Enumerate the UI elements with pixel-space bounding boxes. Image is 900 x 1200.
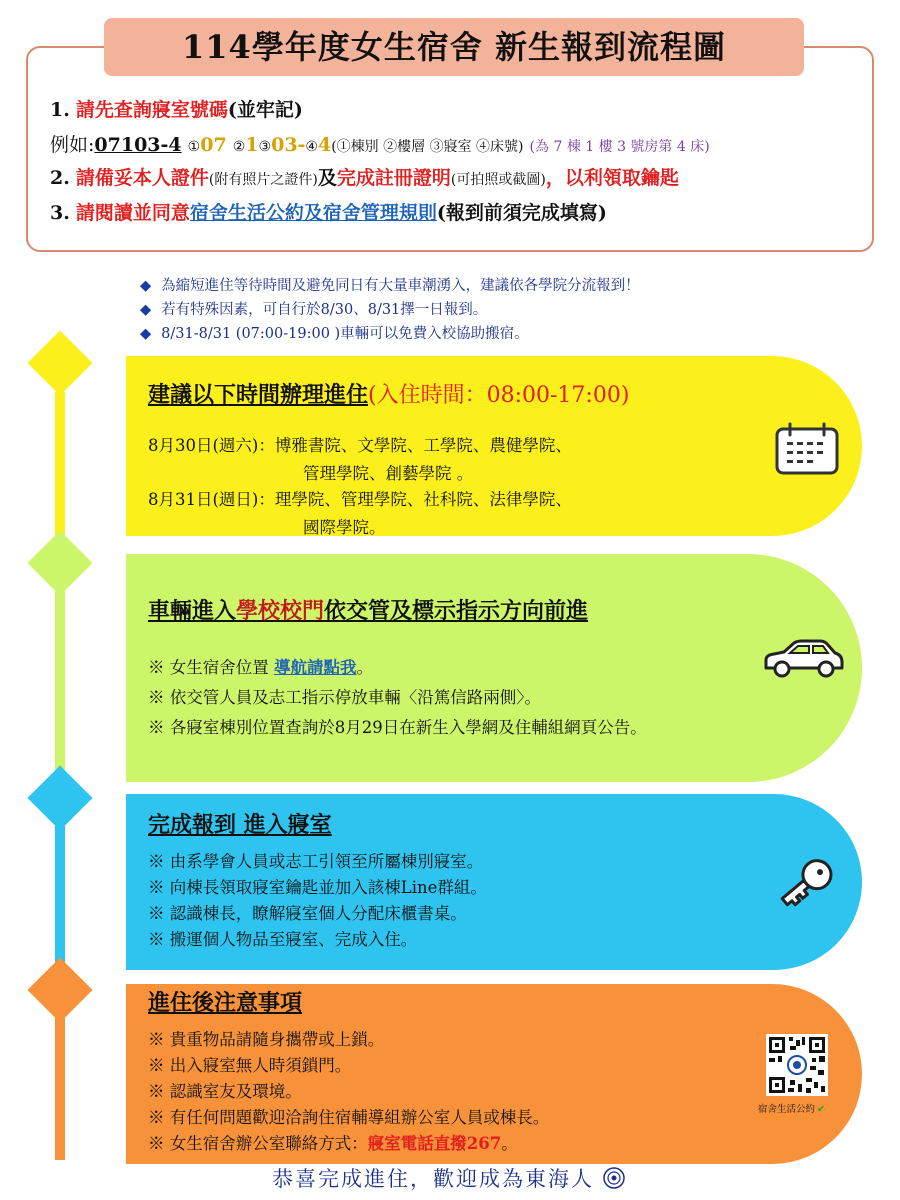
notice-line: ※ 有任何問題歡迎洽詢住宿輔導組辦公室人員或棟長。 <box>148 1108 550 1127</box>
step-1: 1. 請先查詢寢室號碼(並牢記) <box>50 99 303 121</box>
check-icon: ✔ <box>817 1104 825 1115</box>
footer-message: 恭喜完成進住，歡迎成為東海人 <box>272 1163 625 1193</box>
diamond-bullet-icon: ◆ <box>140 278 152 294</box>
diamond-bullet-icon: ◆ <box>140 302 152 318</box>
qr-caption: 宿舍生活公約 ✔ <box>758 1104 825 1115</box>
key-icon <box>772 850 842 920</box>
step-panel-checkin-time <box>126 356 862 536</box>
timeline-diamond-icon <box>27 765 92 830</box>
step-panel-room <box>126 794 862 970</box>
checkin-time: (入住時間：08:00-17:00) <box>368 383 630 408</box>
notice-line: ※ 認識室友及環境。 <box>148 1082 302 1101</box>
room-line: ※ 向棟長領取寢室鑰匙並加入該棟Line群組。 <box>148 878 487 897</box>
step-2: 2. 請備妥本人證件(附有照片之證件)及完成註冊證明(可拍照或截圖)，以利領取鑰匙 <box>50 167 679 189</box>
qr-code[interactable] <box>766 1034 828 1100</box>
schedule-line: 管理學院、創藝學院 。 <box>303 464 474 483</box>
contact-line: ※ 女生宿舍辦公室聯絡方式：寢室電話直撥267。 <box>148 1134 518 1153</box>
example-line: 例如:07103-4 ①07 ②1③03-④4(①棟別 ②樓層 ③寢室 ④床號) (為 7 棟 1 樓 3 號房第 4 床) <box>50 134 710 156</box>
room-line: ※ 由系學會人員或志工引領至所屬棟別寢室。 <box>148 852 484 871</box>
vehicle-line: ※ 女生宿舍位置 導航請點我。 <box>148 658 373 677</box>
rules-link[interactable]: 宿舍生活公約及宿舍管理規則 <box>189 202 437 224</box>
notice-line: ※ 貴重物品請隨身攜帶或上鎖。 <box>148 1030 385 1049</box>
room-line: ※ 認識棟長，瞭解寢室個人分配床櫃書桌。 <box>148 904 467 923</box>
calendar-icon <box>774 422 840 480</box>
diamond-bullet-icon: ◆ <box>140 326 152 342</box>
panel-title: 建議以下時間辦理進住 <box>148 382 369 408</box>
step-panel-vehicle <box>126 554 862 782</box>
timeline-segment <box>55 820 65 970</box>
room-line: ※ 搬運個人物品至寢室、完成入住。 <box>148 930 418 949</box>
timeline-segment <box>55 392 65 542</box>
note-item: ◆ 為縮短進住等待時間及避免同日有大量車潮湧入，建議依各學院分流報到！ <box>140 278 640 294</box>
step-3: 3. 請閱讀並同意宿舍生活公約及宿舍管理規則(報到前須完成填寫) <box>50 202 607 224</box>
university-emblem-icon <box>603 1167 625 1189</box>
panel-title: 進住後注意事項 <box>148 990 303 1016</box>
timeline-segment <box>55 586 65 776</box>
page-title: 114學年度女生宿舍 新生報到流程圖 <box>104 18 804 76</box>
timeline-diamond-icon <box>27 957 92 1022</box>
vehicle-line: ※ 各寢室棟別位置查詢於8月29日在新生入學網及住輔組網頁公告。 <box>148 718 647 737</box>
notice-line: ※ 出入寢室無人時須鎖門。 <box>148 1056 352 1075</box>
panel-title: 完成報到 進入寢室 <box>148 812 332 838</box>
schedule-line: 8月30日(週六)：博雅書院、文學院、工學院、農健學院、 <box>148 436 572 455</box>
car-icon <box>760 638 846 684</box>
schedule-line: 8月31日(週日)：理學院、管理學院、社科院、法律學院、 <box>148 490 572 509</box>
timeline-diamond-icon <box>27 530 92 595</box>
timeline-segment <box>55 1010 65 1160</box>
navigation-link[interactable]: 導航請點我 <box>274 658 357 677</box>
note-item: ◆ 若有特殊因素，可自行於8/30、8/31擇一日報到。 <box>140 302 488 318</box>
step-panel-notice <box>126 984 862 1164</box>
timeline-diamond-icon <box>27 330 92 395</box>
vehicle-line: ※ 依交管人員及志工指示停放車輛〈沿篤信路兩側〉。 <box>148 688 541 707</box>
note-item: ◆ 8/31-8/31 (07:00-19:00 )車輛可以免費入校協助搬宿。 <box>140 326 529 342</box>
panel-title: 車輛進入學校校門依交管及標示指示方向前進 <box>148 598 589 624</box>
schedule-line: 國際學院。 <box>303 518 386 537</box>
